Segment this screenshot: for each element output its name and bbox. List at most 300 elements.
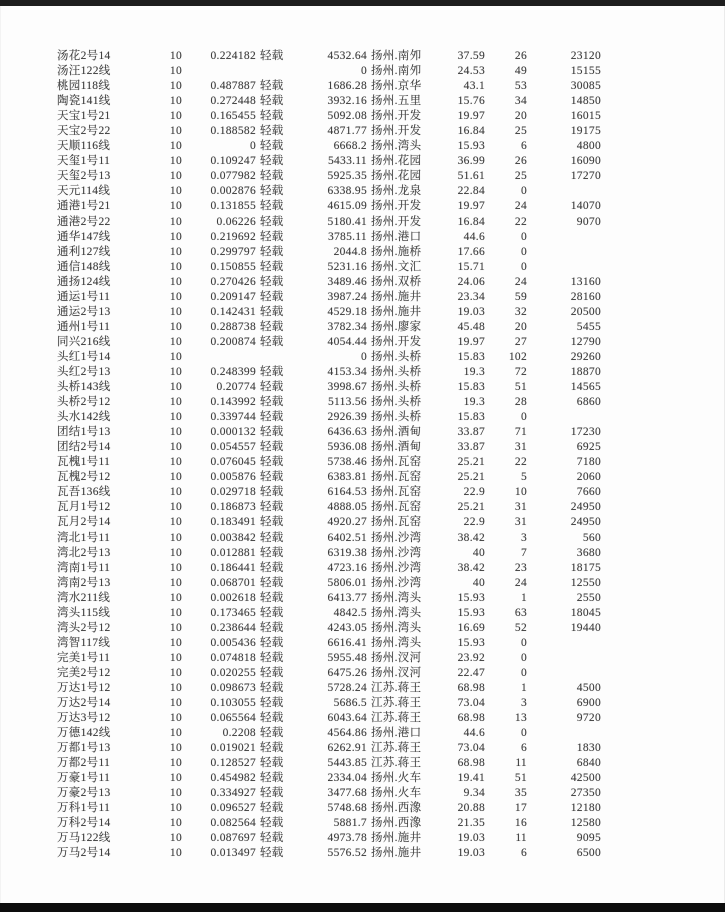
cell-line-value: 16.84 <box>457 215 485 228</box>
cell-amount: 15155 <box>570 65 601 78</box>
cell-count: 11 <box>515 757 527 770</box>
cell-line-name: 头水142线 <box>57 411 111 424</box>
cell-energy-value: 4723.16 <box>327 561 367 574</box>
cell-load-rate: 0.248399 <box>210 365 256 378</box>
cell-voltage: 10 <box>169 546 182 559</box>
cell-voltage: 10 <box>169 305 182 318</box>
cell-load-rate: 0.103055 <box>210 697 256 710</box>
cell-energy-value: 4054.44 <box>327 335 367 348</box>
cell-line-name: 湾南2号13 <box>57 576 111 589</box>
cell-load-status: 轻载 <box>260 802 284 815</box>
cell-load-rate: 0.334927 <box>210 787 256 800</box>
cell-region: 江苏.蒋王 <box>371 681 422 694</box>
cell-load-status: 轻载 <box>260 727 284 740</box>
cell-count: 13 <box>514 712 527 725</box>
cell-load-status: 轻载 <box>260 305 284 318</box>
cell-amount: 23120 <box>570 50 601 62</box>
cell-voltage: 10 <box>169 486 182 499</box>
cell-energy-value: 5686.5 <box>333 697 367 710</box>
cell-region: 扬州.开发 <box>371 110 422 123</box>
cell-amount: 17230 <box>570 426 601 439</box>
cell-load-status: 轻载 <box>260 817 284 830</box>
cell-load-status: 轻载 <box>260 561 284 574</box>
table-row <box>0 350 725 365</box>
cell-load-rate: 0.087697 <box>210 832 256 845</box>
table-row <box>0 184 725 199</box>
cell-region: 扬州.港口 <box>371 727 422 740</box>
cell-load-status: 轻载 <box>260 787 284 800</box>
cell-load-status: 轻载 <box>260 170 284 183</box>
cell-energy-value: 5936.08 <box>327 441 367 454</box>
cell-amount: 14565 <box>570 381 601 394</box>
table-row <box>0 260 725 275</box>
cell-energy-value: 0 <box>360 65 367 78</box>
cell-line-name: 湾头2号12 <box>57 621 111 634</box>
cell-voltage: 10 <box>169 260 182 273</box>
cell-load-rate: 0.173465 <box>210 606 256 619</box>
cell-line-value: 19.97 <box>457 335 485 348</box>
cell-load-rate: 0.454982 <box>210 772 256 785</box>
cell-load-status: 轻载 <box>260 200 284 213</box>
cell-load-status: 轻载 <box>260 95 284 108</box>
cell-line-value: 25.21 <box>457 501 485 514</box>
cell-energy-value: 1686.28 <box>327 80 367 93</box>
cell-voltage: 10 <box>169 591 182 604</box>
cell-energy-value: 4529.18 <box>327 305 367 318</box>
cell-voltage: 10 <box>169 757 182 770</box>
cell-load-rate: 0.128527 <box>210 757 256 770</box>
cell-line-name: 通运2号13 <box>57 305 111 318</box>
cell-load-status: 轻载 <box>260 456 284 469</box>
cell-load-rate: 0.005876 <box>210 471 256 484</box>
cell-energy-value: 3785.11 <box>327 230 367 243</box>
cell-line-value: 16.69 <box>457 621 485 634</box>
table-row <box>0 756 725 771</box>
cell-voltage: 10 <box>169 95 182 108</box>
cell-load-rate: 0.074818 <box>210 651 256 664</box>
cell-voltage: 10 <box>169 847 182 860</box>
cell-line-value: 19.97 <box>457 200 485 213</box>
cell-load-rate: 0.013497 <box>210 847 256 860</box>
cell-load-rate: 0.002876 <box>210 185 256 198</box>
table-row <box>0 531 725 546</box>
cell-amount: 18045 <box>570 606 601 619</box>
cell-region: 扬州.湾头 <box>371 636 422 649</box>
cell-line-name: 湾北1号11 <box>57 531 111 544</box>
cell-region: 扬州.施井 <box>371 847 422 860</box>
cell-load-status: 轻载 <box>260 501 284 514</box>
cell-line-name: 万科2号14 <box>57 817 111 830</box>
cell-region: 扬州.瓦窑 <box>371 516 422 529</box>
cell-amount: 9070 <box>576 215 601 228</box>
table-row <box>0 230 725 245</box>
cell-load-status: 轻载 <box>260 396 284 409</box>
cell-load-rate: 0 <box>249 140 256 153</box>
cell-voltage: 10 <box>169 275 182 288</box>
cell-voltage: 10 <box>169 155 182 168</box>
cell-line-value: 19.03 <box>457 305 485 318</box>
cell-count: 25 <box>514 170 527 183</box>
table-row <box>0 425 725 440</box>
cell-load-status: 轻载 <box>260 546 284 559</box>
cell-load-rate: 0.000132 <box>210 426 256 439</box>
cell-region: 扬州.沙湾 <box>371 546 422 559</box>
cell-count: 0 <box>520 260 527 273</box>
cell-count: 51 <box>514 772 527 785</box>
table-row <box>0 215 725 230</box>
cell-count: 22 <box>514 215 527 228</box>
cell-line-name: 通华147线 <box>57 230 111 243</box>
cell-region: 扬州.汊河 <box>371 651 422 664</box>
cell-line-name: 通港2号22 <box>57 215 111 228</box>
cell-line-name: 完美1号11 <box>57 651 111 664</box>
cell-region: 扬州.沙湾 <box>371 576 422 589</box>
cell-line-value: 15.93 <box>457 591 485 604</box>
cell-load-rate: 0.299797 <box>210 245 256 258</box>
cell-voltage: 10 <box>169 320 182 333</box>
cell-amount: 12580 <box>570 817 601 830</box>
cell-load-status: 轻载 <box>260 636 284 649</box>
table-row <box>0 320 725 335</box>
cell-load-status: 轻载 <box>260 847 284 860</box>
cell-line-value: 37.59 <box>457 50 485 62</box>
table-row <box>0 154 725 169</box>
cell-voltage: 10 <box>169 772 182 785</box>
cell-voltage: 10 <box>169 576 182 589</box>
cell-count: 71 <box>514 426 527 439</box>
cell-count: 3 <box>520 697 527 710</box>
table-row <box>0 561 725 576</box>
table-row <box>0 169 725 184</box>
cell-voltage: 10 <box>169 681 182 694</box>
cell-voltage: 10 <box>169 787 182 800</box>
cell-region: 扬州.头桥 <box>371 350 422 363</box>
cell-voltage: 10 <box>169 471 182 484</box>
cell-region: 扬州.沙湾 <box>371 531 422 544</box>
cell-line-name: 通信148线 <box>57 260 111 273</box>
cell-amount: 6500 <box>576 847 601 860</box>
cell-amount: 19175 <box>570 125 601 138</box>
cell-energy-value: 5925.35 <box>327 170 367 183</box>
cell-region: 扬州.施井 <box>371 832 422 845</box>
cell-energy-value: 6413.77 <box>327 591 367 604</box>
cell-count: 51 <box>514 381 527 394</box>
cell-load-status: 轻载 <box>260 260 284 273</box>
cell-line-value: 15.83 <box>457 381 485 394</box>
cell-energy-value: 6319.38 <box>327 546 367 559</box>
cell-energy-value: 6043.64 <box>327 712 367 725</box>
cell-voltage: 10 <box>169 170 182 183</box>
cell-line-name: 陶瓷141线 <box>57 95 111 108</box>
cell-amount: 14070 <box>570 200 601 213</box>
table-row <box>0 109 725 124</box>
cell-energy-value: 6164.53 <box>327 486 367 499</box>
cell-amount: 6860 <box>576 396 601 409</box>
top-border <box>0 0 725 6</box>
cell-load-rate: 0.143992 <box>210 396 256 409</box>
cell-line-name: 瓦月1号12 <box>57 501 111 514</box>
cell-region: 扬州.瓦窑 <box>371 456 422 469</box>
cell-region: 扬州.头桥 <box>371 365 422 378</box>
cell-line-value: 38.42 <box>457 561 485 574</box>
cell-load-rate: 0.005436 <box>210 636 256 649</box>
table-row <box>0 771 725 786</box>
cell-count: 53 <box>514 80 527 93</box>
cell-count: 31 <box>514 501 527 514</box>
cell-load-status: 轻载 <box>260 230 284 243</box>
cell-load-status: 轻载 <box>260 245 284 258</box>
cell-voltage: 10 <box>169 651 182 664</box>
cell-line-value: 15.93 <box>457 636 485 649</box>
table-row <box>0 576 725 591</box>
cell-region: 扬州.瓦窑 <box>371 486 422 499</box>
cell-count: 11 <box>515 832 527 845</box>
cell-load-status: 轻载 <box>260 335 284 348</box>
cell-amount: 6840 <box>576 757 601 770</box>
cell-voltage: 10 <box>169 501 182 514</box>
cell-load-rate: 0.082564 <box>210 817 256 830</box>
table-row <box>0 666 725 681</box>
cell-amount: 27350 <box>570 787 601 800</box>
table-row <box>0 636 725 651</box>
table-row <box>0 440 725 455</box>
cell-load-status: 轻载 <box>260 531 284 544</box>
cell-load-rate: 0.200874 <box>210 335 256 348</box>
cell-line-value: 15.83 <box>457 411 485 424</box>
cell-voltage: 10 <box>169 697 182 710</box>
cell-count: 49 <box>514 65 527 78</box>
cell-line-value: 43.1 <box>463 80 485 93</box>
cell-voltage: 10 <box>169 215 182 228</box>
cell-line-name: 瓦槐2号12 <box>57 471 111 484</box>
cell-load-rate: 0.219692 <box>210 230 256 243</box>
cell-energy-value: 6402.51 <box>327 531 367 544</box>
cell-load-rate: 0.077982 <box>210 170 256 183</box>
table-row <box>0 410 725 425</box>
cell-amount: 9095 <box>576 832 601 845</box>
cell-line-name: 天玺1号11 <box>57 155 111 168</box>
cell-count: 6 <box>520 140 527 153</box>
cell-line-value: 22.47 <box>457 666 485 679</box>
cell-count: 6 <box>520 742 527 755</box>
cell-energy-value: 5231.16 <box>327 260 367 273</box>
cell-load-status: 轻载 <box>260 215 284 228</box>
table-row <box>0 139 725 154</box>
cell-line-value: 19.03 <box>457 832 485 845</box>
cell-load-status: 轻载 <box>260 697 284 710</box>
cell-line-name: 瓦吾136线 <box>57 486 111 499</box>
cell-energy-value: 4973.78 <box>327 832 367 845</box>
cell-count: 0 <box>520 636 527 649</box>
cell-count: 52 <box>514 621 527 634</box>
table-row <box>0 515 725 530</box>
cell-region: 扬州.湾头 <box>371 140 422 153</box>
cell-amount: 12550 <box>570 576 601 589</box>
cell-line-value: 68.98 <box>457 712 485 725</box>
cell-amount: 29260 <box>570 350 601 363</box>
table-row <box>0 816 725 831</box>
cell-load-status: 轻载 <box>260 155 284 168</box>
cell-load-rate: 0.012881 <box>210 546 256 559</box>
cell-line-name: 湾智117线 <box>57 636 111 649</box>
cell-line-value: 33.87 <box>457 426 485 439</box>
cell-line-name: 瓦槐1号11 <box>57 456 111 469</box>
cell-load-rate: 0.065564 <box>210 712 256 725</box>
cell-energy-value: 5576.52 <box>327 847 367 860</box>
cell-region: 扬州.开发 <box>371 335 422 348</box>
cell-load-status: 轻载 <box>260 621 284 634</box>
cell-load-rate: 0.183491 <box>210 516 256 529</box>
cell-energy-value: 2926.39 <box>327 411 367 424</box>
cell-load-rate: 0.142431 <box>210 305 256 318</box>
cell-line-value: 15.83 <box>457 350 485 363</box>
cell-voltage: 10 <box>169 396 182 409</box>
cell-load-status: 轻载 <box>260 516 284 529</box>
cell-line-name: 天宝1号21 <box>57 110 111 123</box>
cell-voltage: 10 <box>169 245 182 258</box>
cell-line-value: 15.76 <box>457 95 485 108</box>
cell-count: 0 <box>520 727 527 740</box>
cell-line-value: 38.42 <box>457 531 485 544</box>
cell-load-rate: 0.2208 <box>222 727 256 740</box>
cell-amount: 2060 <box>576 471 601 484</box>
cell-amount: 560 <box>582 531 601 544</box>
table-row <box>0 651 725 666</box>
cell-count: 0 <box>520 651 527 664</box>
data-table <box>0 49 725 862</box>
cell-amount: 19440 <box>570 621 601 634</box>
cell-line-name: 天玺2号13 <box>57 170 111 183</box>
cell-load-status: 轻载 <box>260 185 284 198</box>
cell-count: 26 <box>514 50 527 62</box>
cell-load-rate: 0.238644 <box>210 621 256 634</box>
cell-energy-value: 6383.81 <box>327 471 367 484</box>
table-row <box>0 546 725 561</box>
cell-load-status: 轻载 <box>260 381 284 394</box>
cell-voltage: 10 <box>169 606 182 619</box>
cell-line-name: 汤花2号14 <box>57 50 111 62</box>
table-row <box>0 621 725 636</box>
cell-line-value: 19.41 <box>457 772 485 785</box>
cell-load-rate: 0.339744 <box>210 411 256 424</box>
cell-voltage: 10 <box>169 621 182 634</box>
cell-region: 扬州.酒甸 <box>371 426 422 439</box>
cell-line-value: 25.21 <box>457 471 485 484</box>
cell-load-status: 轻载 <box>260 712 284 725</box>
cell-region: 扬州.瓦窑 <box>371 501 422 514</box>
cell-amount: 3680 <box>576 546 601 559</box>
cell-count: 23 <box>514 561 527 574</box>
cell-energy-value: 3477.68 <box>327 787 367 800</box>
cell-line-value: 19.3 <box>463 396 485 409</box>
table-row <box>0 741 725 756</box>
cell-load-rate: 0.270426 <box>210 275 256 288</box>
cell-energy-value: 6475.26 <box>327 666 367 679</box>
cell-region: 扬州.酒甸 <box>371 441 422 454</box>
cell-load-rate: 0.150855 <box>210 260 256 273</box>
table-row <box>0 94 725 109</box>
table-row <box>0 606 725 621</box>
cell-energy-value: 5433.11 <box>327 155 367 168</box>
cell-count: 22 <box>514 456 527 469</box>
cell-amount: 16015 <box>570 110 601 123</box>
cell-line-name: 天元114线 <box>57 185 111 198</box>
cell-region: 扬州.五里 <box>371 95 422 108</box>
cell-voltage: 10 <box>169 65 182 78</box>
cell-count: 27 <box>514 335 527 348</box>
cell-count: 59 <box>514 290 527 303</box>
cell-load-rate: 0.209147 <box>210 290 256 303</box>
cell-line-name: 湾南1号11 <box>57 561 111 574</box>
cell-region: 扬州.头桥 <box>371 381 422 394</box>
cell-line-value: 17.66 <box>457 245 485 258</box>
cell-line-value: 45.48 <box>457 320 485 333</box>
cell-line-name: 瓦月2号14 <box>57 516 111 529</box>
cell-load-rate: 0.054557 <box>210 441 256 454</box>
cell-line-name: 团结1号13 <box>57 426 111 439</box>
cell-load-rate: 0.288738 <box>210 320 256 333</box>
cell-energy-value: 6262.91 <box>327 742 367 755</box>
cell-region: 扬州.施井 <box>371 290 422 303</box>
cell-energy-value: 4842.5 <box>333 606 367 619</box>
cell-amount: 4800 <box>576 140 601 153</box>
cell-energy-value: 4243.05 <box>327 621 367 634</box>
cell-load-status: 轻载 <box>260 591 284 604</box>
cell-load-rate: 0.002618 <box>210 591 256 604</box>
cell-load-status: 轻载 <box>260 140 284 153</box>
cell-voltage: 10 <box>169 290 182 303</box>
cell-count: 17 <box>514 802 527 815</box>
cell-energy-value: 5180.41 <box>327 215 367 228</box>
table-row <box>0 365 725 380</box>
cell-region: 江苏.蒋王 <box>371 697 422 710</box>
cell-count: 35 <box>514 787 527 800</box>
cell-load-rate: 0.487887 <box>210 80 256 93</box>
cell-load-rate: 0.186441 <box>210 561 256 574</box>
cell-line-value: 73.04 <box>457 697 485 710</box>
cell-count: 1 <box>520 591 527 604</box>
table-row <box>0 801 725 816</box>
cell-line-value: 15.93 <box>457 606 485 619</box>
cell-region: 扬州.南夘 <box>371 65 422 78</box>
cell-load-rate: 0.076045 <box>210 456 256 469</box>
cell-load-rate: 0.109247 <box>210 155 256 168</box>
table-row <box>0 470 725 485</box>
cell-region: 扬州.港口 <box>371 230 422 243</box>
cell-line-value: 44.6 <box>463 230 485 243</box>
cell-voltage: 10 <box>169 727 182 740</box>
cell-line-name: 团结2号14 <box>57 441 111 454</box>
table-row <box>0 696 725 711</box>
cell-line-name: 天顺116线 <box>57 140 111 153</box>
table-row <box>0 711 725 726</box>
cell-voltage: 10 <box>169 636 182 649</box>
cell-load-status: 轻载 <box>260 125 284 138</box>
cell-energy-value: 5092.08 <box>327 110 367 123</box>
cell-voltage: 10 <box>169 456 182 469</box>
table-row <box>0 831 725 846</box>
cell-voltage: 10 <box>169 350 182 363</box>
cell-line-name: 桃园118线 <box>57 80 111 93</box>
cell-line-name: 天宝2号22 <box>57 125 111 138</box>
cell-voltage: 10 <box>169 666 182 679</box>
cell-voltage: 10 <box>169 200 182 213</box>
cell-region: 扬州.开发 <box>371 200 422 213</box>
cell-count: 0 <box>520 245 527 258</box>
cell-line-value: 15.71 <box>457 260 485 273</box>
cell-energy-value: 5113.56 <box>327 396 367 409</box>
cell-line-value: 36.99 <box>457 155 485 168</box>
